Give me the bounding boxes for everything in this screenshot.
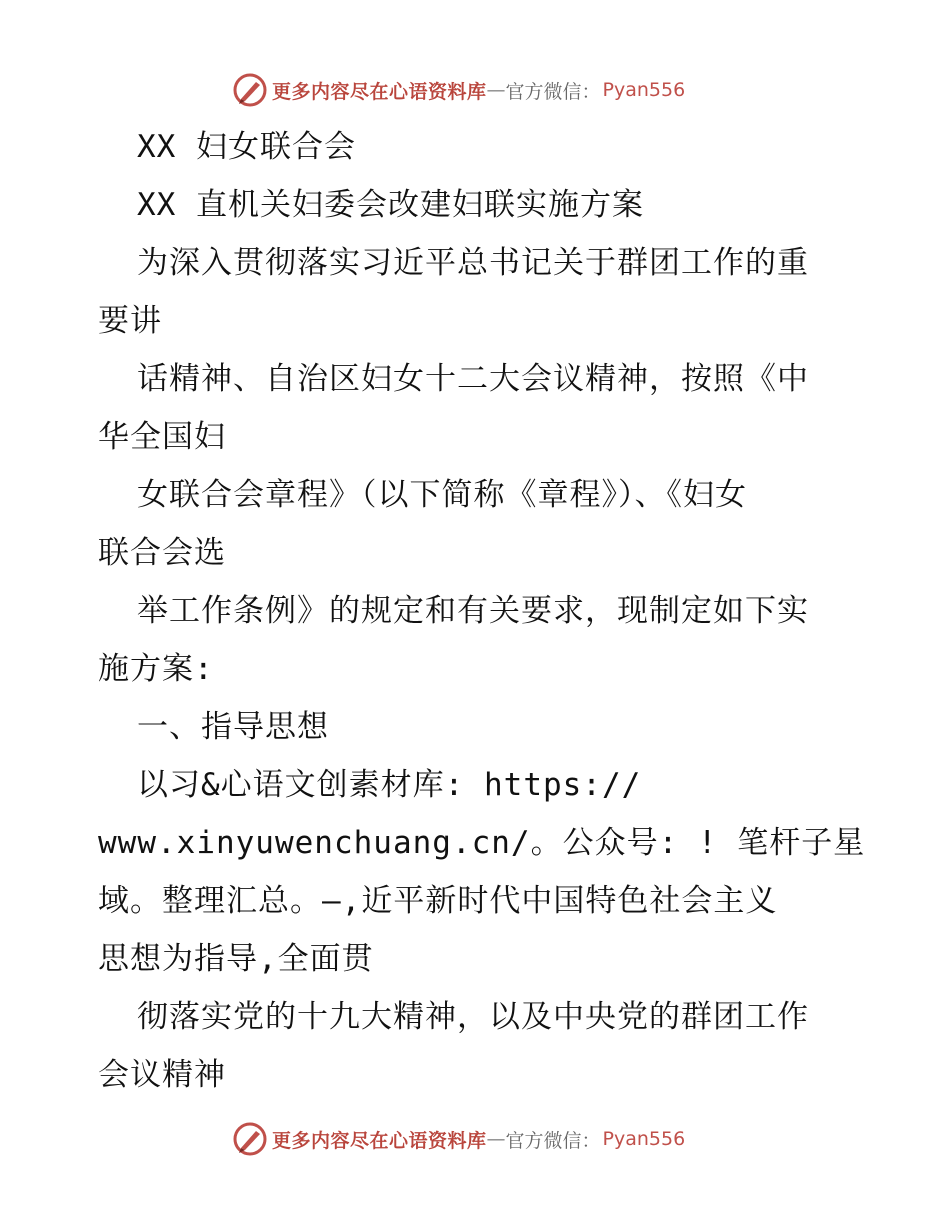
banner-wechat-handle: Pyan556 xyxy=(602,1128,686,1150)
pen-logo-icon xyxy=(232,72,268,108)
footer-banner xyxy=(232,1119,685,1159)
banner-official-label: 官方微信： xyxy=(505,80,601,103)
paragraph-line: 域。整理汇总。—,近平新时代中国特色社会主义 xyxy=(98,883,778,919)
paragraph-line: 联合会选 xyxy=(98,535,226,571)
banner-separator: — xyxy=(486,79,506,101)
paragraph-line: 话精神、自治区妇女十二大会议精神，按照《中 xyxy=(137,361,809,397)
banner-brand-text: 更多内容尽在心语资料库 xyxy=(272,1129,487,1152)
paragraph-line: 要讲 xyxy=(98,303,162,339)
paragraph-line: 会议精神 xyxy=(98,1057,226,1093)
paragraph-line: 举工作条例》的规定和有关要求，现制定如下实 xyxy=(137,593,809,629)
paragraph-line: 为深入贯彻落实习近平总书记关于群团工作的重 xyxy=(137,245,809,281)
banner-wechat-handle: Pyan556 xyxy=(602,79,686,101)
pen-logo-icon xyxy=(232,1121,268,1157)
document-title-line: XX 妇女联合会 xyxy=(137,129,356,165)
paragraph-line: 彻落实党的十九大精神，以及中央党的群团工作 xyxy=(137,999,809,1035)
paragraph-line: 思想为指导,全面贯 xyxy=(98,941,374,977)
banner-official-label: 官方微信： xyxy=(505,1129,601,1152)
banner-separator: — xyxy=(486,1128,506,1150)
section-heading: 一、指导思想 xyxy=(137,709,329,745)
banner-brand-text: 更多内容尽在心语资料库 xyxy=(272,80,487,103)
paragraph-line: www.xinyuwenchuang.cn/。公众号: ! 笔杆子星 xyxy=(98,825,866,861)
paragraph-line: 以习&心语文创素材库: https:// xyxy=(137,767,642,803)
paragraph-line: 华全国妇 xyxy=(98,419,226,455)
paragraph-line: 施方案: xyxy=(98,651,214,687)
document-subtitle-line: XX 直机关妇委会改建妇联实施方案 xyxy=(137,187,644,223)
header-banner xyxy=(232,70,685,110)
paragraph-line: 女联合会章程》（以下简称《章程》）、《妇女 xyxy=(137,477,747,513)
